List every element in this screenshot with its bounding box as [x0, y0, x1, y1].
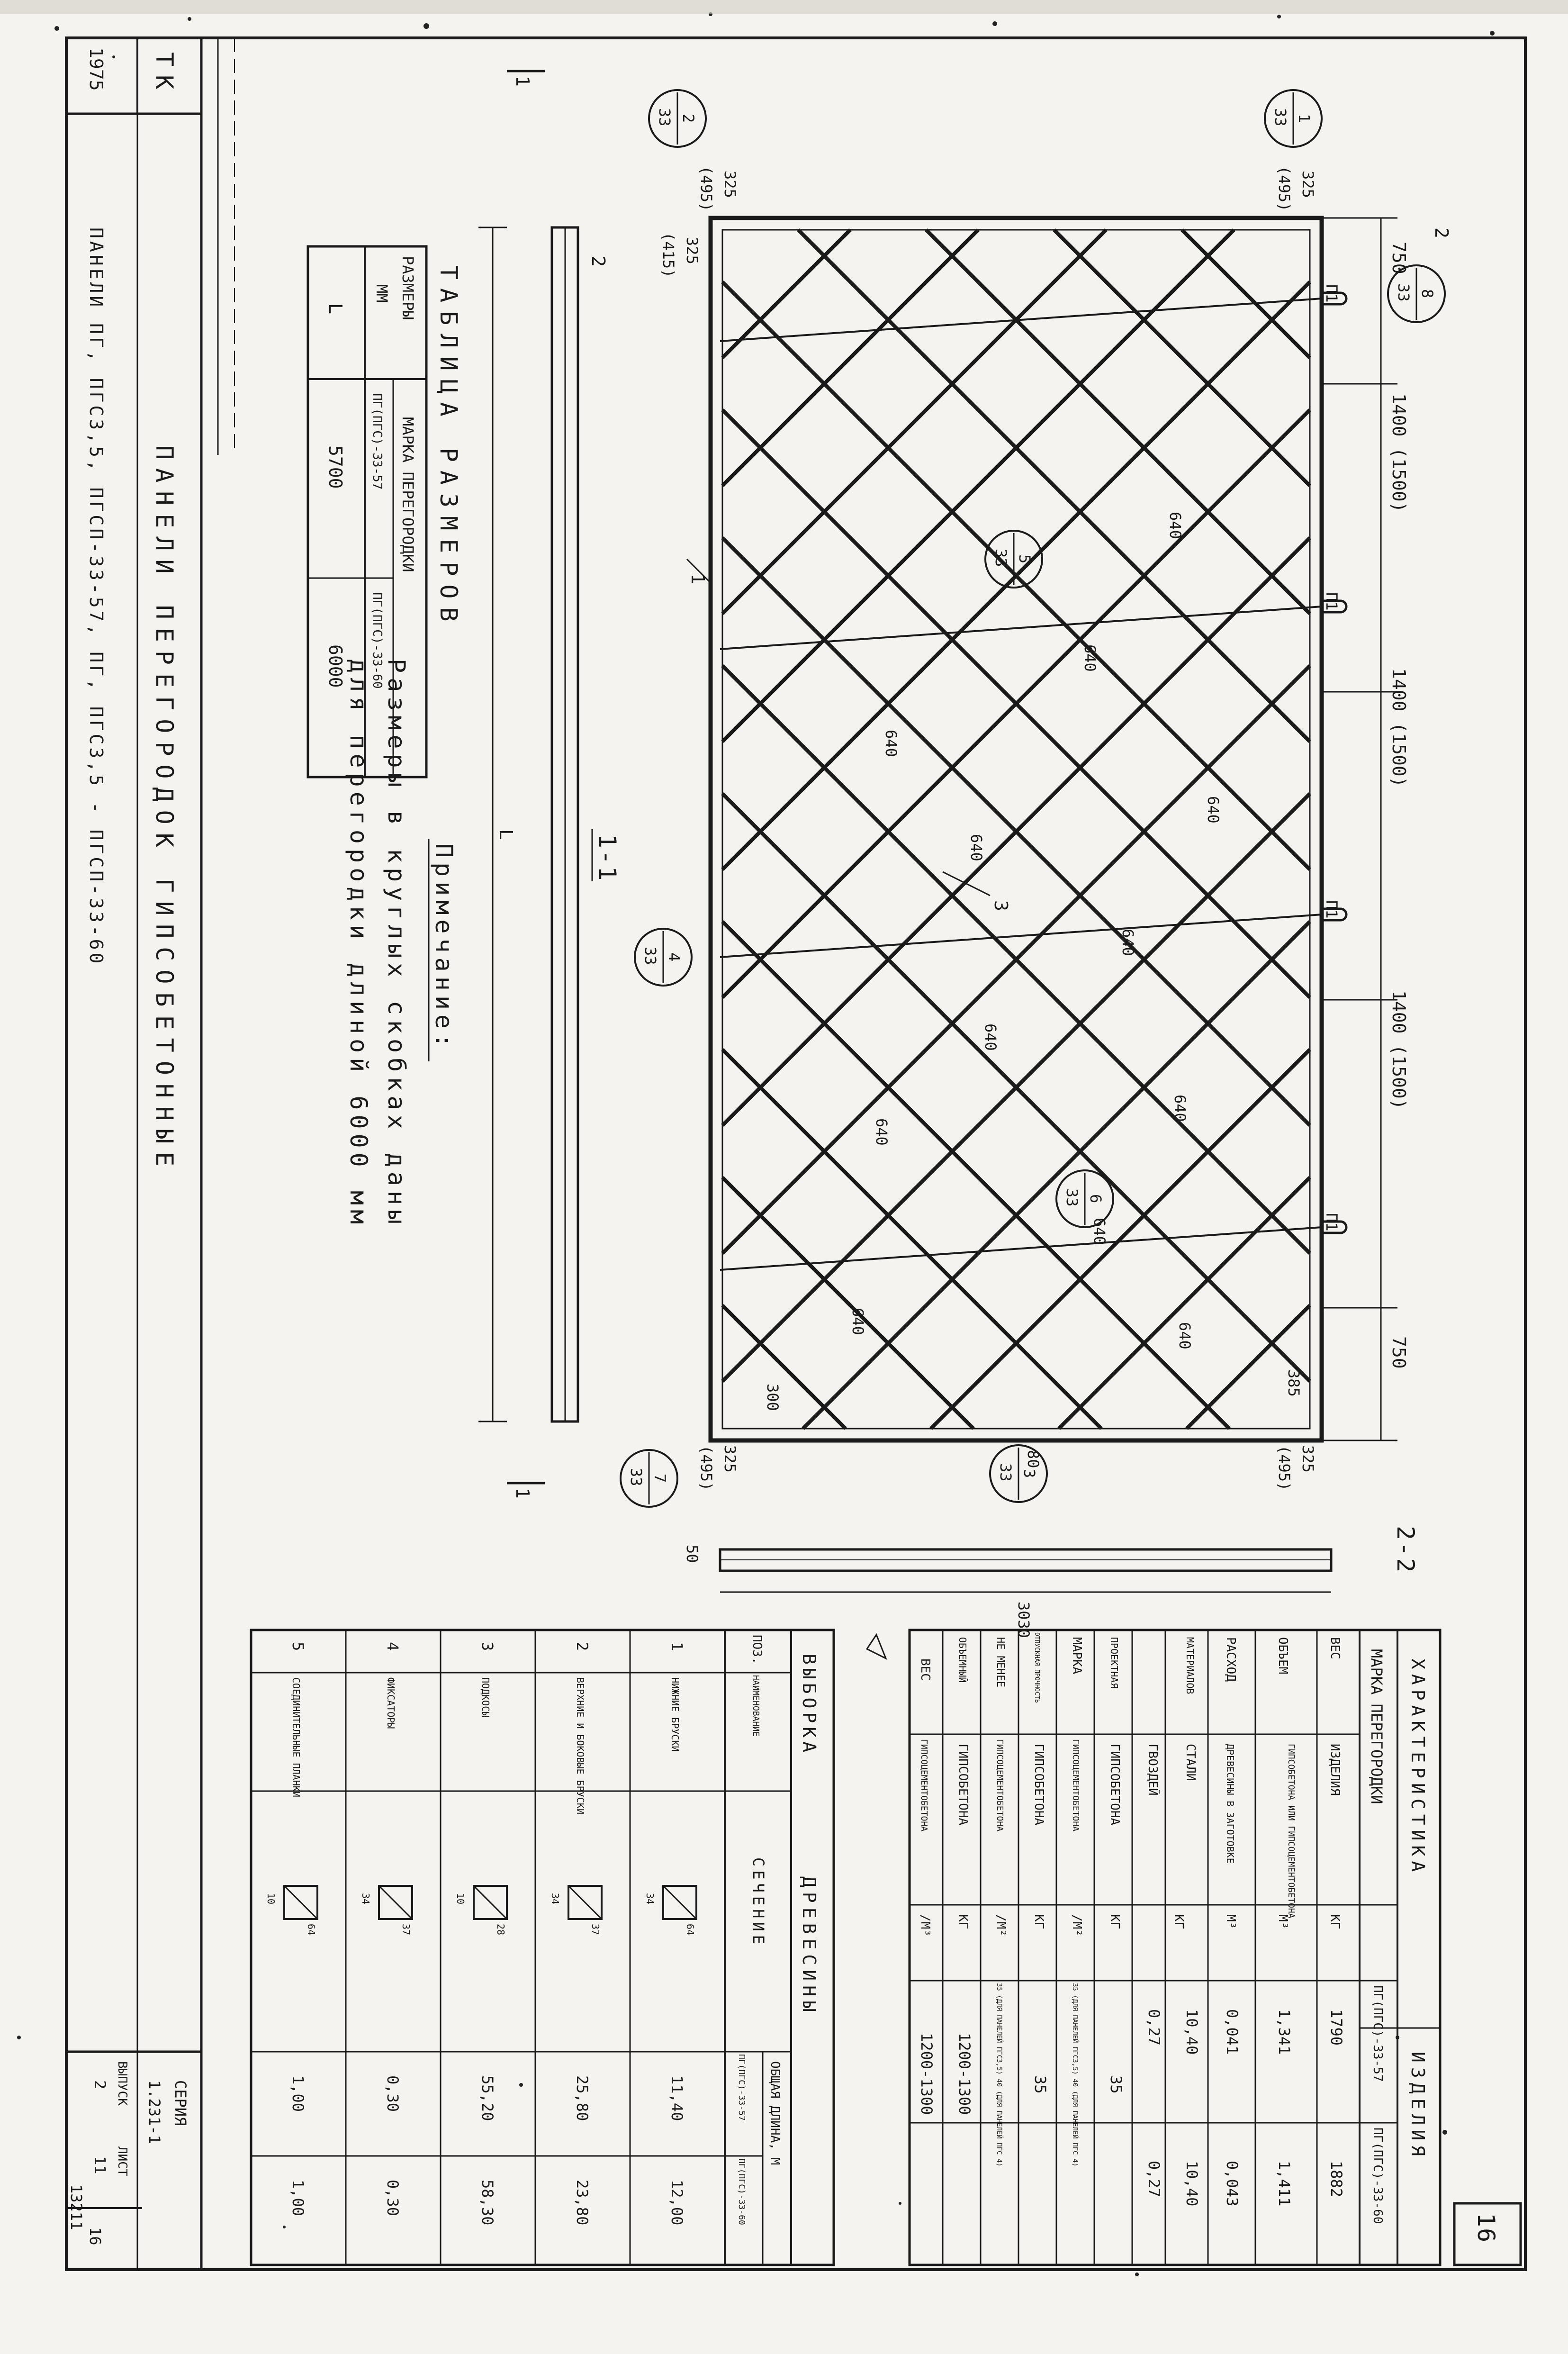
char-r2-b: 1,411: [1275, 2161, 1293, 2207]
svg-text:33: 33: [1395, 283, 1413, 302]
char-r6-unit: КГ: [1108, 1914, 1122, 1929]
wood-row-length-a: 1,00: [289, 2075, 307, 2112]
char-table-mark-a: ПГ(ПГС)-33-57: [1370, 1985, 1385, 2082]
char-r9-g1: НЕ МЕНЕЕ: [994, 1637, 1006, 1687]
panel-elevation: [711, 218, 1346, 1440]
wood-row-name: ПОДКОСЫ: [480, 1677, 491, 1718]
char-r6-g1: ПРОЕКТНАЯ: [1108, 1637, 1120, 1689]
brace-diagonal-a: [722, 230, 1106, 614]
edge-dim-10: (415): [659, 232, 677, 278]
note-line-2: для перегородки длиной 6000 мм: [345, 659, 372, 1229]
diag-dim-2: 640: [1081, 644, 1099, 672]
svg-text:5: 5: [1016, 554, 1034, 564]
side-dim-2: 50: [683, 1545, 701, 1563]
char-r1-unit: КГ: [1328, 1914, 1342, 1929]
size-table-col-sizes-1: РАЗМЕРЫ: [399, 256, 417, 320]
svg-text:6: 6: [1087, 1194, 1105, 1204]
char-r4-a: 10,40: [1183, 2009, 1201, 2055]
char-r7-g1: МАРКА: [1070, 1637, 1084, 1675]
side-dim-4: 385: [1285, 1369, 1303, 1397]
char-r11-g2: ГИПСОЦЕМЕНТОБЕТОНА: [919, 1739, 929, 1832]
wood-row-section-dim-a: 64: [306, 1924, 317, 1936]
connector-pins: [720, 293, 1346, 1270]
sheet-series-value: 1.231-1: [145, 2080, 163, 2144]
size-table-row-a: 5700: [325, 445, 346, 489]
char-table-title-right: ИЗДЕЛИЯ: [1407, 2052, 1428, 2161]
callout-8-33: [1388, 265, 1445, 322]
side-dim-3: 300: [764, 1384, 782, 1411]
wood-row-section-dim-b: 34: [644, 1893, 656, 1905]
sheet-sheet-value: 11: [91, 2156, 109, 2174]
wood-row-pos: 1: [668, 1642, 686, 1651]
diag-dim-4: 640: [1119, 929, 1137, 956]
wood-row-section-dim-a: 64: [685, 1924, 696, 1936]
size-table-col-a: ПГ(ПГС)-33-57: [370, 393, 384, 490]
diag-dim-1: 640: [1166, 512, 1184, 539]
char-r4-g1: МАТЕРИАЛОВ: [1184, 1637, 1196, 1694]
top-dim-3: 1400 (1500): [1388, 668, 1409, 788]
svg-text:4: 4: [665, 952, 683, 962]
char-r5-b: 0,27: [1145, 2161, 1163, 2198]
wood-row-section-dim-a: 37: [400, 1924, 412, 1936]
char-r3-b: 0,043: [1223, 2161, 1241, 2207]
wood-row-pos: 3: [478, 1642, 496, 1651]
side-dim-1: 3030: [1015, 1602, 1033, 1639]
char-r3-unit: М³: [1224, 1914, 1238, 1929]
char-r10-unit: КГ: [956, 1914, 970, 1929]
char-r9-g2: ГИПСОЦЕМЕНТОБЕТОНА: [995, 1739, 1005, 1832]
char-r3-g2: ДРЕВЕСИНЫ В ЗАГОТОВКЕ: [1225, 1744, 1236, 1864]
part-label-p1-2: П1: [1323, 592, 1341, 611]
wood-col-pos: ПОЗ.: [750, 1635, 764, 1665]
char-r11-a: 1200-1300: [918, 2033, 936, 2115]
top-dim-2: 1400 (1500): [1388, 393, 1409, 513]
char-r5-g2: ГВОЗДЕЙ: [1145, 1744, 1160, 1796]
char-r9-a: 35 (ДЛЯ ПАНЕЛЕЙ ПГС3,5) 40 (ДЛЯ ПАНЕЛЕЙ ПГС 4): [995, 1983, 1003, 2167]
note-heading: Примечание:: [430, 843, 458, 1053]
brace-diagonal-b: [722, 1177, 973, 1429]
wood-row-pos: 4: [384, 1642, 402, 1651]
callout-6-33: [1056, 1170, 1113, 1227]
char-r3-a: 0,041: [1223, 2009, 1241, 2055]
stray-mark: [867, 1635, 886, 1658]
char-r8-unit: КГ: [1032, 1914, 1046, 1929]
callout-7-33: [621, 1450, 677, 1507]
edge-dim-4: (495): [697, 166, 715, 212]
top-dim-4: 1400 (1500): [1388, 990, 1409, 1110]
size-table-col-mark: МАРКА ПЕРЕГОРОДКИ: [399, 417, 417, 572]
diag-dim-6: 640: [1090, 1218, 1108, 1245]
diag-dim-8: 640: [967, 834, 985, 861]
wood-row-section-hatch: [568, 1886, 602, 1919]
edge-dim-9: 325: [683, 237, 701, 264]
char-r1-g2: ИЗДЕЛИЯ: [1328, 1744, 1342, 1796]
wood-row-section-dim-b: 10: [455, 1893, 466, 1905]
diag-dim-11: 640: [1176, 1322, 1194, 1349]
svg-text:33: 33: [1271, 108, 1289, 127]
svg-text:33: 33: [992, 549, 1010, 567]
part-label-p1-4: П1: [1323, 1213, 1341, 1231]
brace-diagonal-b: [722, 1050, 1101, 1429]
char-r8-g2: ГИПСОБЕТОНА: [1032, 1744, 1046, 1826]
wood-table: [251, 1630, 834, 2265]
svg-text:33: 33: [656, 108, 674, 127]
wood-row-name: СОЕДИНИТЕЛЬНЫЕ ПЛАНКИ: [290, 1677, 302, 1797]
wood-table-title-right: ДРЕВЕСИНЫ: [799, 1876, 820, 2017]
fixator-strip: [720, 1227, 1322, 1270]
wood-table-title-left: ВЫБОРКА: [799, 1654, 820, 1756]
brace-diagonal-a: [931, 1050, 1310, 1429]
wood-row-section-dim-b: 34: [360, 1893, 371, 1905]
sheet-series-label: СЕРИЯ: [171, 2080, 189, 2126]
edge-dim-3: 325: [721, 171, 739, 198]
wood-row-name: НИЖНИЕ БРУСКИ: [669, 1677, 681, 1752]
wood-col-section: СЕЧЕНИЕ: [749, 1857, 767, 1948]
side-dim-5: 80: [1024, 1450, 1042, 1468]
char-r1-g1: ВЕС: [1328, 1637, 1342, 1659]
size-table-col-sizes-2: ММ: [373, 284, 391, 303]
wood-col-total: ОБЩАЯ ДЛИНА, М: [768, 2061, 782, 2165]
side-view-label: 2-2: [1392, 1526, 1419, 1575]
wood-row-section-dim-b: 34: [550, 1893, 561, 1905]
wood-row-pos: 2: [573, 1642, 591, 1651]
char-r11-g1: ВЕС: [918, 1658, 932, 1681]
svg-text:3: 3: [1020, 1469, 1038, 1478]
svg-text:33: 33: [1063, 1188, 1081, 1207]
char-r2-unit: М³: [1276, 1914, 1290, 1929]
svg-text:33: 33: [627, 1468, 645, 1486]
sheet-sheet-label: ЛИСТ: [115, 2146, 129, 2176]
svg-text:8: 8: [1418, 289, 1436, 299]
char-r10-g2: ГИПСОБЕТОНА: [956, 1744, 970, 1826]
char-r7-a: 35 (ДЛЯ ПАНЕЛЕЙ ПГС3,5) 40 (ДЛЯ ПАНЕЛЕЙ ПГС 4): [1071, 1983, 1079, 2167]
wood-row-section-hatch: [663, 1886, 696, 1919]
callout-4-33: [635, 929, 692, 986]
section-mark-2-top: 2: [1431, 227, 1452, 238]
characteristics-table: [910, 1630, 1440, 2265]
char-r7-unit: /М²: [1070, 1914, 1084, 1937]
brace-diagonal-b: [722, 1305, 846, 1429]
svg-text:33: 33: [997, 1463, 1015, 1482]
wood-row-length-a: 0,30: [384, 2075, 402, 2112]
char-r7-g2: ГИПСОЦЕМЕНТОБЕТОНА: [1071, 1739, 1081, 1832]
char-r4-g2: СТАЛИ: [1183, 1744, 1198, 1781]
wood-row-length-a: 25,80: [573, 2075, 591, 2121]
brace-diagonal-a: [722, 230, 850, 358]
sheet-inventory-number: 13211: [67, 2184, 85, 2230]
sheet-year: 1975: [86, 47, 107, 91]
char-r1-b: 1882: [1327, 2161, 1345, 2198]
char-r10-g1: ОБЪЕМНЫЙ: [957, 1637, 968, 1683]
char-r11-unit: /М³: [918, 1914, 932, 1937]
wood-row-length-b: 12,00: [668, 2180, 686, 2226]
diag-dim-12: 640: [849, 1308, 867, 1335]
sheet-issue-label: ВЫПУСК: [115, 2061, 129, 2106]
wood-row-section-hatch: [474, 1886, 507, 1919]
wood-row-length-b: 58,30: [478, 2180, 496, 2226]
drawing-sheet: [47, 28, 1540, 2279]
top-dim-1: 750: [1388, 242, 1409, 274]
section-mark-1-left: 1: [512, 76, 533, 87]
wood-row-pos: 5: [289, 1642, 307, 1651]
diag-dim-5: 640: [1171, 1095, 1189, 1122]
top-dim-ticks: [1322, 218, 1397, 1440]
char-table-mark-label: МАРКА ПЕРЕГОРОДКИ: [1368, 1649, 1386, 1804]
char-r8-a: 35: [1031, 2075, 1049, 2094]
char-table-title-left: ХАРАКТЕРИСТИКА: [1407, 1658, 1428, 1877]
part-label-p1-1: П1: [1323, 284, 1341, 303]
char-r6-g2: ГИПСОБЕТОНА: [1108, 1744, 1122, 1826]
diag-dim-10: 640: [873, 1118, 891, 1146]
page-number: 16: [1472, 2213, 1500, 2244]
svg-text:33: 33: [641, 947, 659, 965]
size-table-col-b: ПГ(ПГС)-33-60: [370, 592, 384, 689]
char-r2-g1: ОБЪЕМ: [1276, 1637, 1290, 1675]
size-table-row-b: 6000: [325, 644, 346, 688]
wood-row-section-dim-a: 37: [590, 1924, 601, 1936]
callout-2-33: [649, 90, 706, 147]
wood-row-section-dim-b: 10: [265, 1893, 277, 1905]
edge-dim-1: 325: [1299, 171, 1317, 198]
diag-dim-7: 640: [982, 1023, 1000, 1051]
char-table-mark-b: ПГ(ПГС)-33-60: [1370, 2128, 1385, 2224]
wood-row-name: ВЕРХНИЕ И БОКОВЫЕ БРУСКИ: [575, 1677, 586, 1814]
note-line-1: Размеры в круглых скобках даны: [383, 659, 410, 1229]
svg-text:2: 2: [679, 114, 697, 123]
section-mark-2-bottom: 2: [588, 256, 609, 267]
edge-dim-5: 325: [1299, 1445, 1317, 1473]
edge-dim-8: (495): [697, 1445, 715, 1491]
fixator-strip: [720, 299, 1322, 341]
wood-row-length-b: 1,00: [289, 2180, 307, 2217]
sheet-issue-value: 2: [91, 2080, 109, 2090]
note-block: [345, 659, 458, 1229]
wood-row-section-hatch: [284, 1886, 317, 1919]
fixator-strip: [720, 914, 1322, 957]
char-r2-a: 1,341: [1275, 2009, 1293, 2055]
sheet-sheet-value-hand: 16: [86, 2227, 104, 2245]
callout-1-33: [1265, 90, 1322, 147]
wood-row-length-a: 11,40: [668, 2075, 686, 2121]
sheet-title-sub: ПАНЕЛИ ПГ, ПГС3,5, ПГСП-33-57, ПГ, ПГС3,5 - ПГСП-33-60: [86, 227, 107, 967]
part-label-p1-3: П1: [1323, 900, 1341, 919]
edge-dim-2: (495): [1275, 166, 1293, 212]
brace-diagonal-a: [1187, 1305, 1310, 1429]
wood-col-a: ПГ(ПГС)-33-57: [737, 2054, 747, 2121]
sheet-title-main: ПАНЕЛИ ПЕРЕГОРОДОК ГИПСОБЕТОННЫЕ: [151, 445, 178, 1175]
char-r5-a: 0,27: [1145, 2009, 1163, 2046]
char-r10-a: 1200-1300: [955, 2033, 973, 2115]
length-dim-label: L: [496, 829, 516, 840]
wood-row-length-b: 0,30: [384, 2180, 402, 2217]
svg-text:1: 1: [1295, 114, 1313, 123]
char-r9-unit: /М²: [994, 1914, 1008, 1937]
brace-diagonal-b: [1182, 230, 1310, 358]
char-r8-g1: ОТПУСКНАЯ ПРОЧНОСТЬ: [1033, 1632, 1040, 1703]
diag-dim-9: 640: [882, 730, 900, 757]
char-r1-a: 1790: [1327, 2009, 1345, 2046]
wood-row-section-dim-a: 28: [495, 1924, 506, 1936]
wood-row-name: ФИКСАТОРЫ: [385, 1677, 397, 1729]
size-table-row-label: L: [325, 303, 346, 314]
top-dim-5: 750: [1388, 1336, 1409, 1369]
brace-diagonal-a: [1059, 1177, 1310, 1429]
char-r2-g2: ГИПСОБЕТОНА ИЛИ ГИПСОЦЕМЕНТОБЕТОНА: [1286, 1744, 1296, 1919]
wood-col-b: ПГ(ПГС)-33-60: [737, 2158, 747, 2225]
size-table-title: ТАБЛИЦА РАЗМЕРОВ: [435, 265, 462, 630]
edge-dim-6: (495): [1275, 1445, 1293, 1491]
section-1-1-label: 1-1: [594, 834, 621, 883]
wood-col-name: НАИМЕНОВАНИЕ: [751, 1675, 761, 1737]
char-r6-a: 35: [1107, 2075, 1125, 2094]
svg-text:7: 7: [651, 1474, 669, 1483]
char-r4-b: 10,40: [1183, 2161, 1201, 2207]
wood-row-section-hatch: [379, 1886, 412, 1919]
edge-dim-7: 325: [721, 1445, 739, 1473]
sheet-seal: ТК: [151, 52, 178, 98]
wood-row-length-a: 55,20: [478, 2075, 496, 2121]
sheet-frame: [66, 38, 1525, 2270]
char-r4-unit: КГ: [1171, 1914, 1186, 1929]
wood-row-length-b: 23,80: [573, 2180, 591, 2226]
brace-diagonal-b: [926, 230, 1310, 614]
diag-dim-3: 640: [1204, 796, 1222, 824]
part-label-3: 3: [991, 900, 1011, 911]
char-r3-g1: РАСХОД: [1224, 1637, 1238, 1682]
part-label-1: 1: [687, 573, 708, 584]
section-mark-1-right: 1: [512, 1488, 533, 1499]
